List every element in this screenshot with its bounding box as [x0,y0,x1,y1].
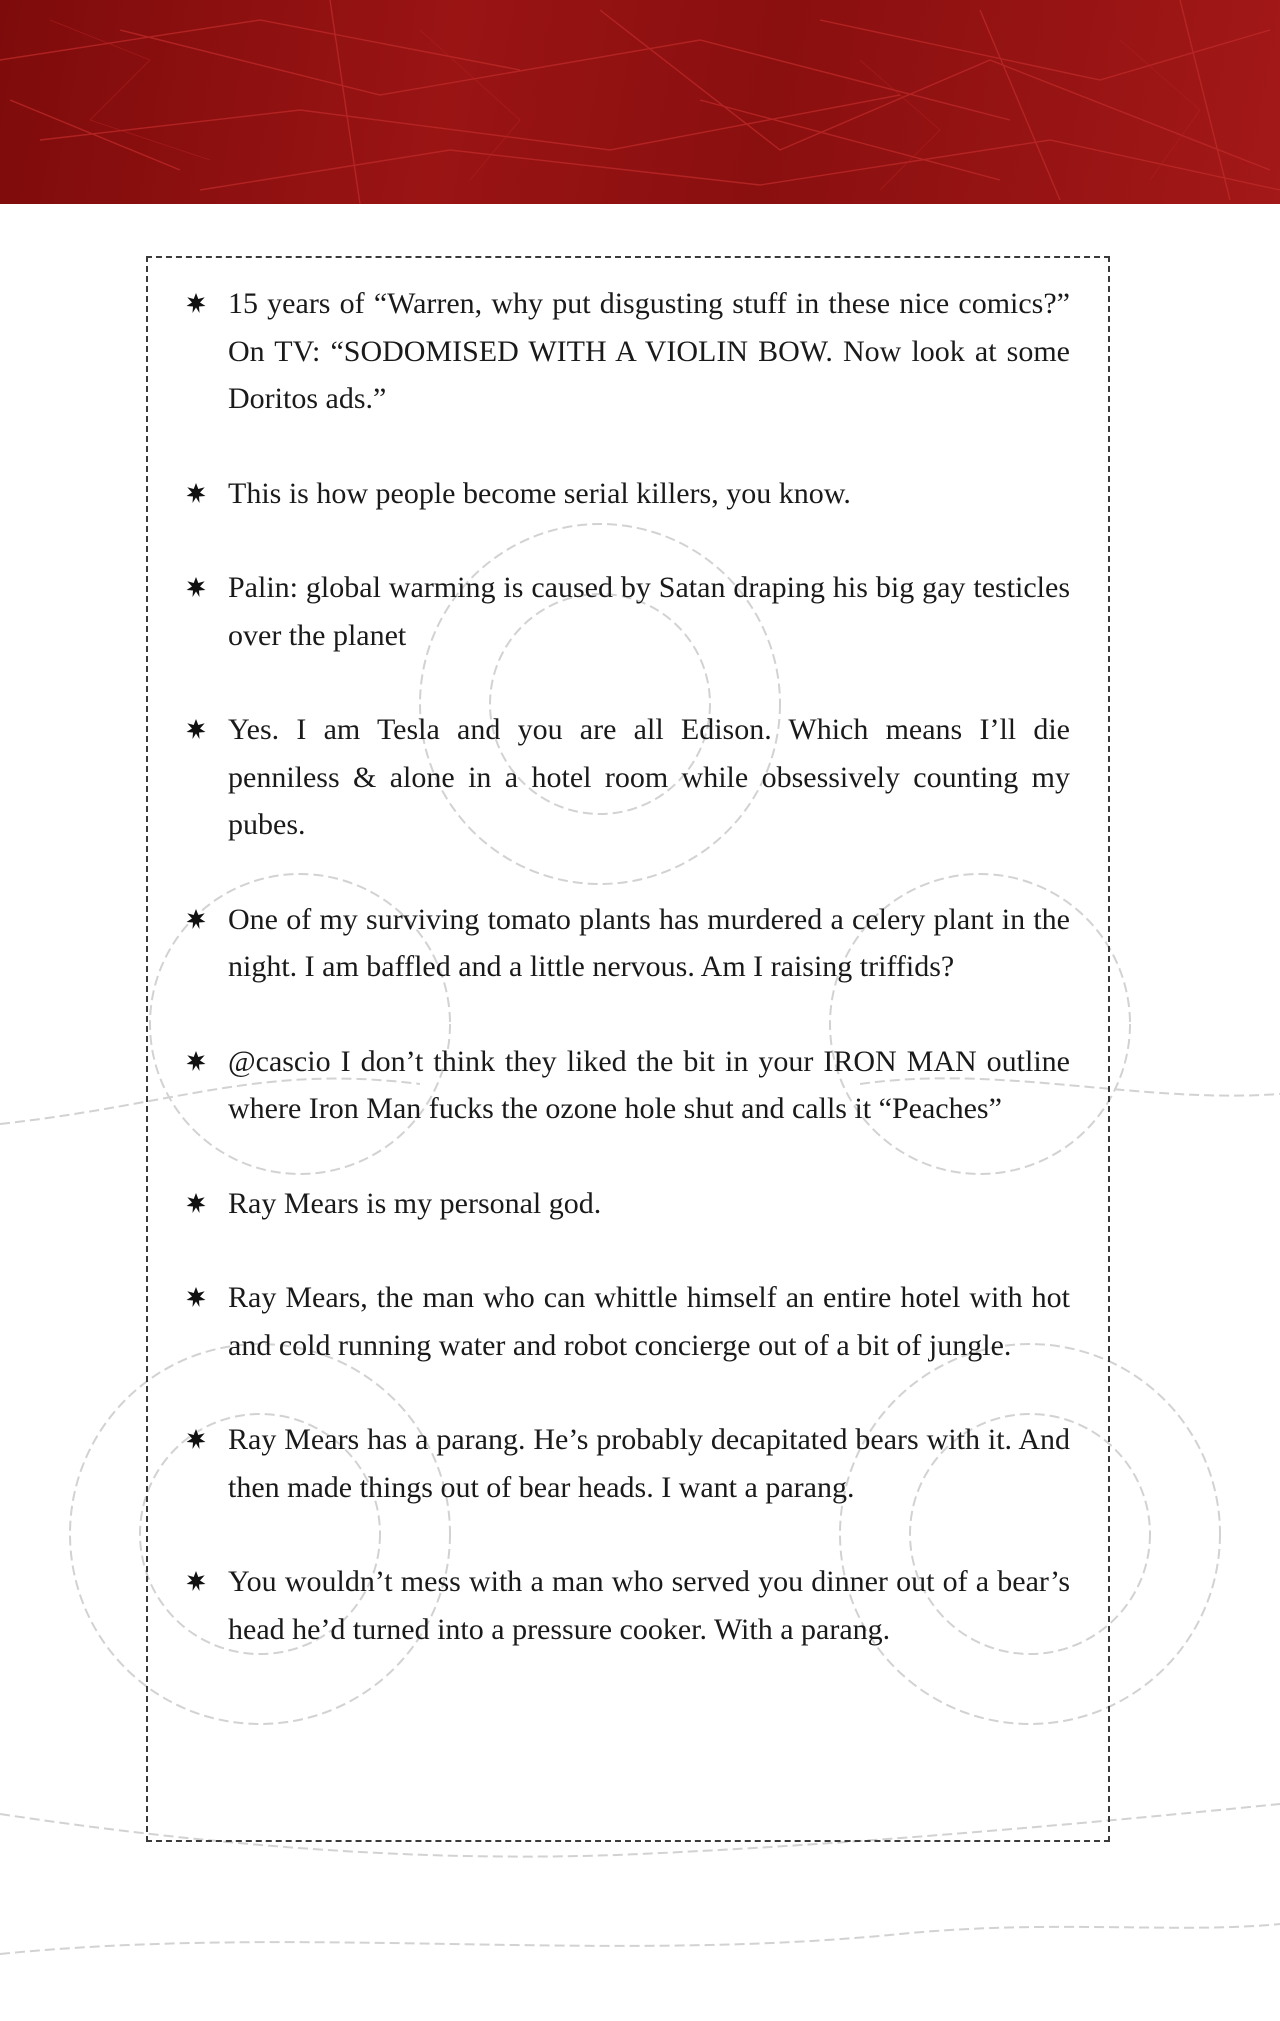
list-item [186,564,1070,659]
list-item [186,470,1070,518]
red-scratched-banner [0,0,1280,204]
list-item [186,1180,1070,1228]
tweet-text: Ray Mears, the man who can whittle himself an entire hotel with hot and cold running water and robot concierge out of a bit of jungle. [228,1281,1070,1362]
starburst-bullet-icon [186,1571,206,1591]
list-item [186,1038,1070,1133]
tweet-text: Yes. I am Tesla and you are all Edison. Which means I’ll die penniless & alone in a hotel room while obsessively counting my pubes. [228,713,1070,841]
list-item [186,1274,1070,1369]
list-item [186,706,1070,849]
starburst-bullet-icon [186,1429,206,1449]
tweet-text: One of my surviving tomato plants has murdered a celery plant in the night. I am baffled and a little nervous. Am I raising triffids? [228,902,1070,983]
list-item [186,896,1070,991]
list-item [186,1558,1070,1653]
starburst-bullet-icon [186,577,206,597]
tweet-text: This is how people become serial killers, you know. [228,476,851,510]
tweet-text: Ray Mears has a parang. He’s probably decapitated bears with it. And then made things out of bear heads. I want a parang. [228,1423,1070,1504]
starburst-bullet-icon [186,1287,206,1307]
tweet-text: Palin: global warming is caused by Satan draping his big gay testicles over the planet [228,571,1070,652]
starburst-bullet-icon [186,1193,206,1213]
tweet-text: You wouldn’t mess with a man who served you dinner out of a bear’s head he’d turned into a pressure cooker. With a parang. [228,1565,1070,1646]
tweet-text: @cascio I don’t think they liked the bit in your IRON MAN outline where Iron Man fucks the ozone hole shut and calls it “Peaches” [228,1044,1070,1125]
scratch-texture [0,0,1280,204]
starburst-bullet-icon [186,909,206,929]
list-item [186,280,1070,423]
tweet-text: Ray Mears is my personal god. [228,1186,602,1220]
starburst-bullet-icon [186,719,206,739]
tweet-text: 15 years of “Warren, why put disgusting stuff in these nice comics?” On TV: “SODOMISED WITH A VIOLIN BOW. Now look at some Doritos ads.” [228,287,1070,415]
tweet-list [186,280,1070,1700]
starburst-bullet-icon [186,1051,206,1071]
list-item [186,1416,1070,1511]
starburst-bullet-icon [186,293,206,313]
starburst-bullet-icon [186,483,206,503]
